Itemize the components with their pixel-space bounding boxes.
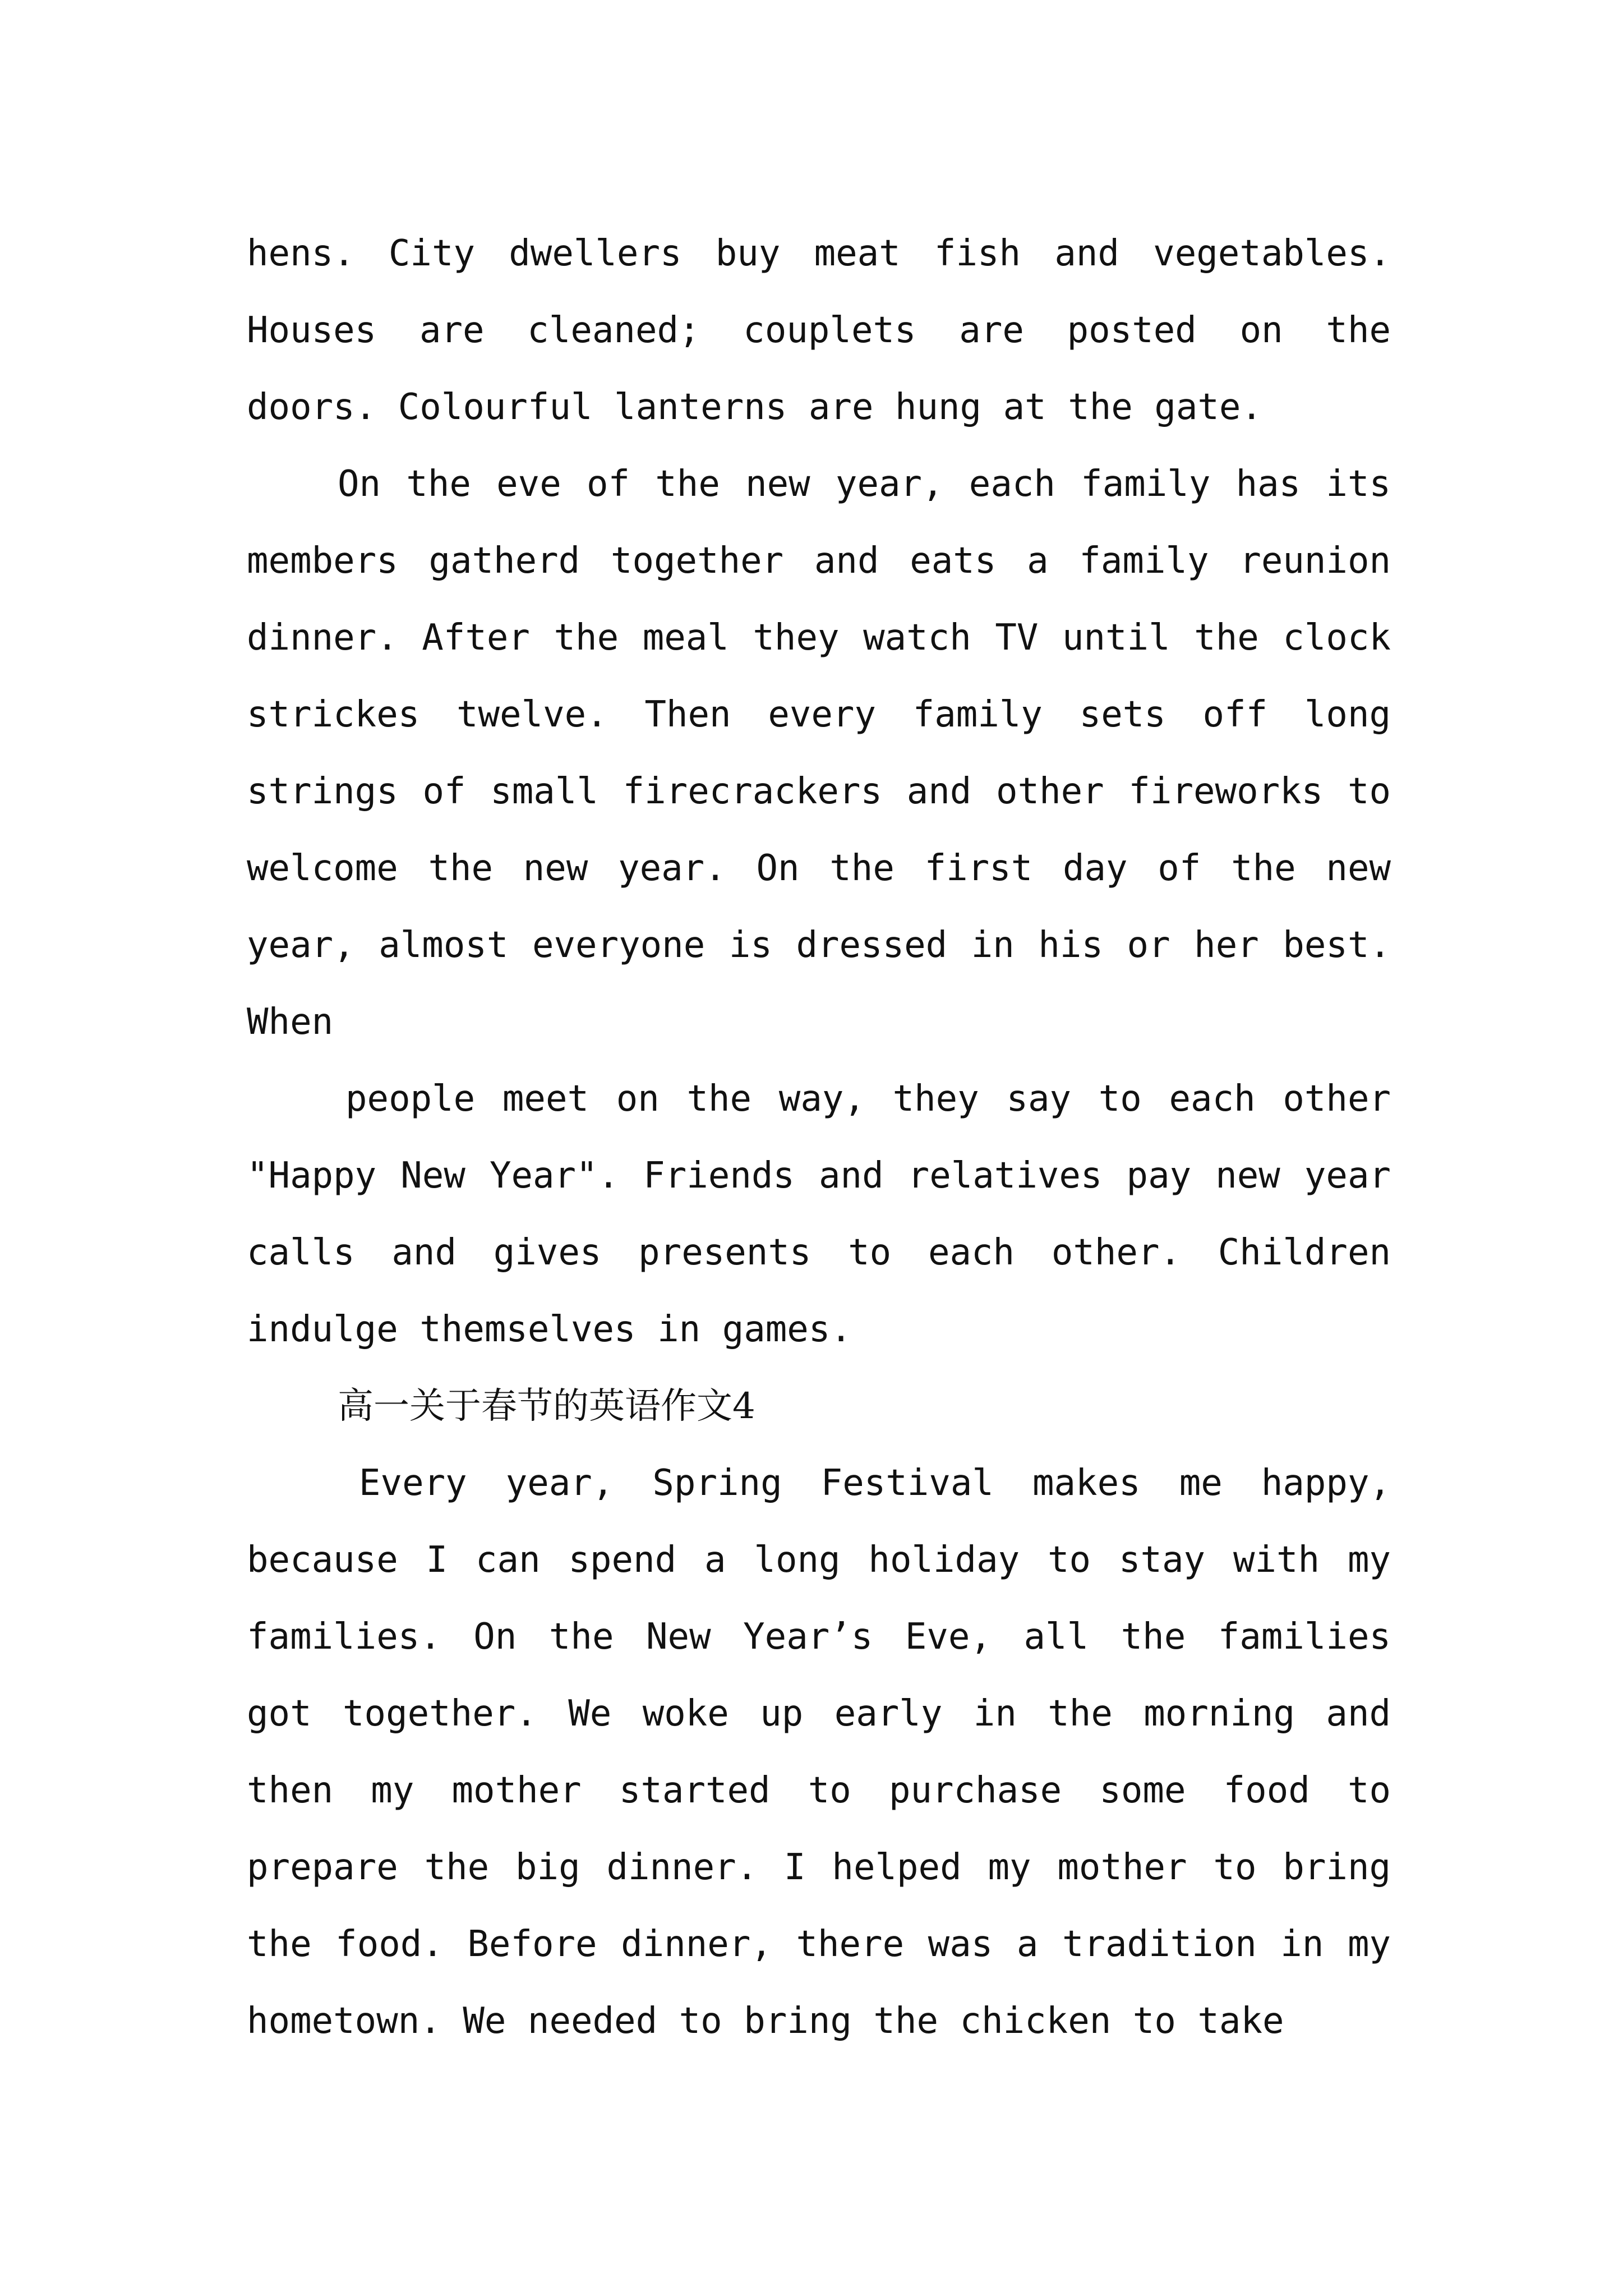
paragraph: On the eve of the new year, each family has its members gatherd together and eats a family reunion dinner. After the meal they watch TV until the clock strickes twelve. Then every family sets off long strings of small firecrackers and other fireworks to welcome the new year. On the first day of the new year, almost everyone is dressed in his or her best. When <box>247 463 1391 1043</box>
paragraph: Every year, Spring Festival makes me happy, because I can spend a long holiday to stay with my families. On the New Year’s Eve, all the families got together. We woke up early in the morning and then my mother started to purchase some food to prepare the big dinner. I helped my mother to bring the food. Before dinner, there was a tradition in my hometown. We needed to bring the chicken to take <box>247 1462 1391 2042</box>
document-body <box>247 215 1391 2060</box>
section-heading: 高一关于春节的英语作文4 <box>338 1386 755 1427</box>
paragraph: people meet on the way, they say to each other "Happy New Year". Friends and relatives pay new year calls and gives presents to each other. Children indulge themselves in games. <box>247 1078 1391 1350</box>
paragraph: hens. City dwellers buy meat fish and vegetables. Houses are cleaned; couplets are posted on the doors. Colourful lanterns are hung at the gate. <box>247 233 1391 428</box>
